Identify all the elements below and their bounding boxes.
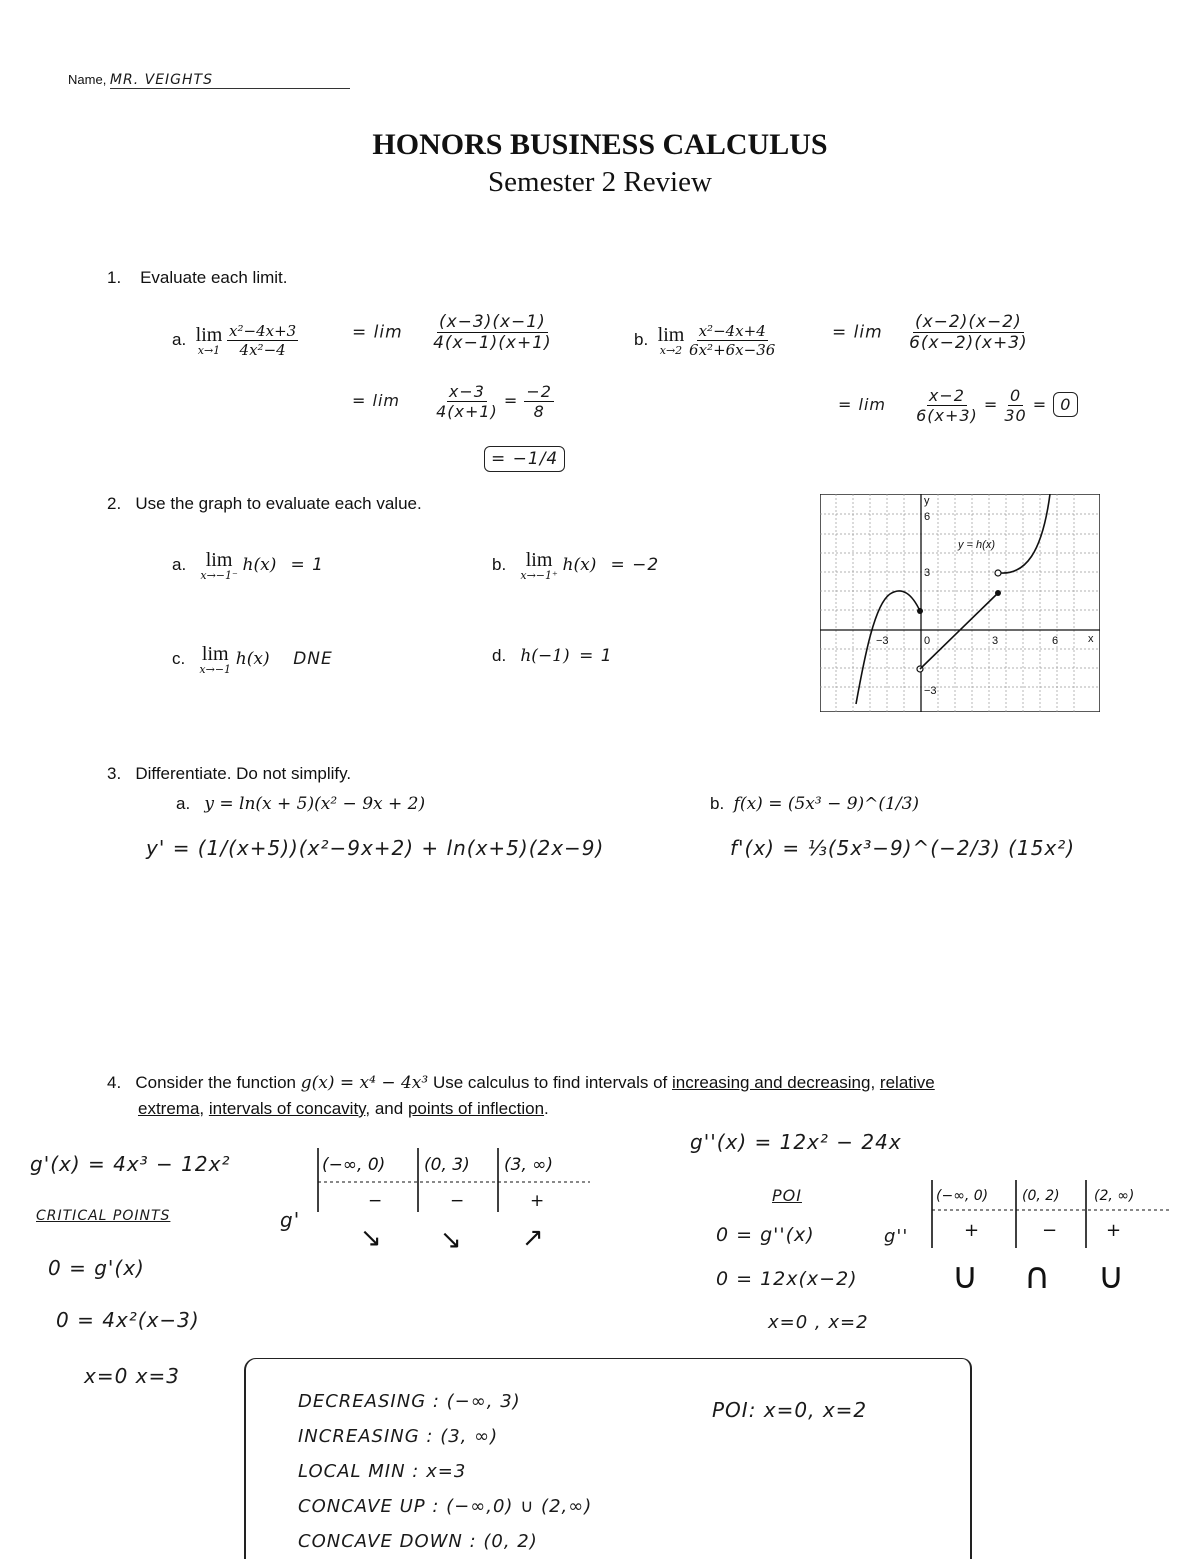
summary-line: DECREASING : (−∞, 3) xyxy=(298,1391,521,1412)
q2-graph xyxy=(820,494,1100,712)
part-label: a. xyxy=(172,329,187,349)
summary-line: INCREASING : (3, ∞) xyxy=(298,1426,499,1447)
q1b-work-step2: = lim $\frac{x-2}{6(x+3)}$ = $\frac{0}{30}$ = 0 xyxy=(838,386,1078,425)
tick-label: 6 xyxy=(924,511,931,523)
q2b: b. lim x→−1⁺ h(x) = −2 xyxy=(492,549,660,582)
q4-critical-points-label: CRITICAL POINTS xyxy=(36,1208,171,1224)
q4-gdoubleprime-chart-label: g'' xyxy=(884,1226,909,1247)
q4-first-derivative-chart xyxy=(300,1140,600,1260)
name-label: Name xyxy=(68,72,103,87)
page-subtitle: Semester 2 Review xyxy=(488,166,712,198)
interval-label: (−∞, 0) xyxy=(936,1188,989,1204)
sign-label: − xyxy=(368,1191,383,1211)
q4-gdoubleprime: g''(x) = 12x² − 24x xyxy=(690,1130,902,1154)
concavity-shape: ∪ xyxy=(952,1256,979,1297)
tick-label: 0 xyxy=(924,635,931,647)
sign-label: + xyxy=(1106,1220,1122,1241)
q4-summary xyxy=(298,1384,592,1559)
q1a-problem xyxy=(172,322,298,359)
tick-label: −3 xyxy=(876,635,889,647)
closed-point xyxy=(917,608,923,614)
sign-label: + xyxy=(964,1220,980,1241)
q2b-answer: = −2 xyxy=(610,554,660,575)
summary-line: CONCAVE DOWN : (0, 2) xyxy=(298,1531,538,1552)
concavity-shape: ∩ xyxy=(1024,1256,1051,1297)
q2d: d. h(−1) = 1 xyxy=(492,646,613,666)
y-axis-label: y xyxy=(924,495,930,507)
tick-label: 3 xyxy=(992,635,999,647)
arrow-label: ↘ xyxy=(360,1223,382,1253)
question-number: 1. xyxy=(107,268,122,287)
q1b-answer: 0 xyxy=(1053,392,1078,417)
q4-work-line: 0 = g'(x) xyxy=(48,1256,145,1280)
q4-work-line: x=0 x=3 xyxy=(84,1364,180,1388)
limit-operator: lim x→1 xyxy=(195,324,223,357)
q1a-answer: = −1/4 xyxy=(484,446,565,472)
q2c-answer: DNE xyxy=(293,648,333,669)
x-axis-label: x xyxy=(1088,633,1094,645)
q4-work-line: 0 = 12x(x−2) xyxy=(716,1268,858,1290)
q4-work-line: 0 = g''(x) xyxy=(716,1224,815,1246)
q1a-work-step1: = lim $\frac{(x-3)(x-1)}{4(x-1)(x+1)}$ xyxy=(352,312,552,353)
interval-label: (3, ∞) xyxy=(504,1155,554,1175)
q4-second-derivative-chart xyxy=(906,1170,1176,1300)
sign-label: − xyxy=(450,1191,465,1211)
sign-label: − xyxy=(1042,1220,1058,1241)
interval-label: (−∞, 0) xyxy=(322,1155,386,1175)
name-value[interactable]: MR. VEIGHTS xyxy=(110,72,350,89)
q3b-answer: f'(x) = ⅓(5x³−9)^(−2/3) (15x²) xyxy=(730,836,1076,860)
q2a: a. lim x→−1⁻ h(x) = 1 xyxy=(172,549,324,582)
question-1-prompt xyxy=(107,268,288,288)
q4-poi-answer: POI: x=0, x=2 xyxy=(712,1398,868,1422)
interval-label: (2, ∞) xyxy=(1094,1188,1135,1204)
tick-label: 3 xyxy=(924,567,931,579)
name-line: Name, MR. VEIGHTS xyxy=(68,72,350,89)
q4-poi-label: POI xyxy=(772,1186,802,1205)
open-point-right xyxy=(995,570,1001,576)
q3a-answer: y' = (1/(x+5))(x²−9x+2) + ln(x+5)(2x−9) xyxy=(146,836,605,860)
limit-fraction: $\frac{\text{x²−4x+3}}{\text{4x²−4}}$ xyxy=(229,322,297,359)
q2a-answer: = 1 xyxy=(290,554,324,575)
concavity-shape: ∪ xyxy=(1098,1256,1125,1297)
q3a-problem: a. y = ln(x + 5)(x² − 9x + 2) xyxy=(176,794,426,814)
part-label: b. xyxy=(634,329,649,349)
question-text: Evaluate each limit. xyxy=(140,268,288,287)
limit-fraction: $\frac{\text{x²−4x+4}}{\text{6x²+6x−36}}$ xyxy=(689,322,776,359)
interval-label: (0, 3) xyxy=(424,1155,470,1175)
segment-end-point xyxy=(995,590,1001,596)
page-title: HONORS BUSINESS CALCULUS xyxy=(372,128,828,161)
summary-line: LOCAL MIN : x=3 xyxy=(298,1461,467,1482)
q4-work-line: 0 = 4x²(x−3) xyxy=(56,1308,200,1332)
sign-label: + xyxy=(530,1191,545,1211)
curve-label: y = h(x) xyxy=(958,539,995,551)
q1b-work-step1: = lim $\frac{(x-2)(x-2)}{6(x-2)(x+3)}$ xyxy=(832,312,1028,353)
q4-gprime: g'(x) = 4x³ − 12x² xyxy=(30,1152,231,1176)
question-2-prompt: 2. Use the graph to evaluate each value. xyxy=(107,494,422,513)
arrow-label: ↗ xyxy=(522,1223,544,1253)
q3b-problem: b. f(x) = (5x³ − 9)^(1/3) xyxy=(710,794,920,814)
q1b-problem xyxy=(634,322,775,359)
interval-label: (0, 2) xyxy=(1022,1188,1060,1204)
q4-gprime-chart-label: g' xyxy=(280,1208,301,1232)
tick-label: 6 xyxy=(1052,635,1059,647)
tick-label: −3 xyxy=(924,685,937,697)
summary-line: CONCAVE UP : (−∞,0) ∪ (2,∞) xyxy=(298,1496,593,1517)
q2d-answer: = 1 xyxy=(579,646,613,666)
arrow-label: ↘ xyxy=(440,1225,462,1255)
limit-operator: lim x→2 xyxy=(657,324,685,357)
question-4-prompt: 4. Consider the function g(x) = x⁴ − 4x³ Use calculus to find intervals of increasing and decreasing, relative extrema, intervals of concavity, and points of inflection. xyxy=(107,1073,935,1118)
question-3-prompt: 3. Differentiate. Do not simplify. xyxy=(107,764,352,783)
q1a-work-step2: = lim $\frac{x-3}{4(x+1)}$ = $\frac{-2}{8}$ xyxy=(352,382,552,421)
q4-work-line: x=0 , x=2 xyxy=(768,1312,869,1333)
q2c: c. lim x→−1 h(x) DNE xyxy=(172,643,333,676)
